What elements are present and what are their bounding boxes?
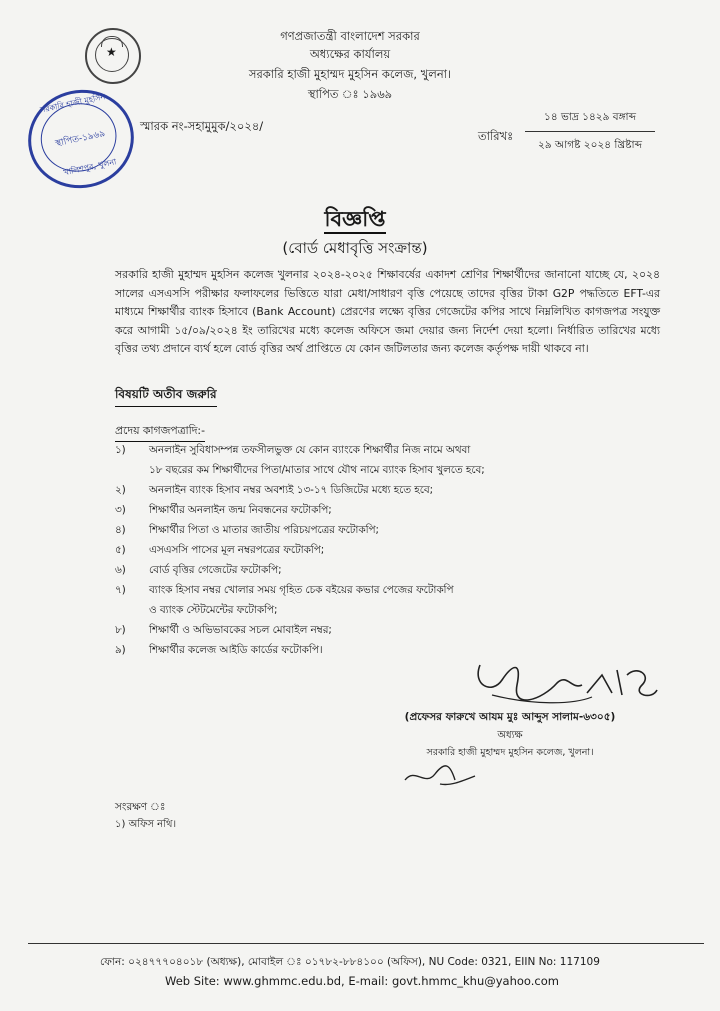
footer-web: Web Site: www.ghmmc.edu.bd, E-mail: govt.hmmc_khu@yahoo.com	[165, 974, 559, 988]
list-item-number: ৬)	[115, 564, 126, 576]
list-item-text: অনলাইন সুবিধাসম্পন্ন তফসীলভুক্ত যে কোন ব্যাংকে শিক্ষার্থীর নিজ নামে অথবা	[149, 444, 471, 456]
list-item-number: ৮)	[115, 624, 126, 636]
list-item	[115, 620, 660, 640]
cc-item: ১) অফিস নথি।	[115, 819, 177, 830]
documents-heading: প্রদেয় কাগজপত্রাদি:-	[115, 422, 205, 442]
list-item-number: ৪)	[115, 524, 126, 536]
notice-body: সরকারি হাজী মুহাম্মদ মুহসিন কলেজ খুলনার ২০২৪-২০২৫ শিক্ষাবর্ষের একাদশ শ্রেণির শিক্ষার্থীদের জানানো যাচ্ছে যে, ২০২৪ সালের এসএসসি পরীক্ষার ফলাফলের ভিত্তিতে যারা মেধা/সাধারণ বৃত্তি পেয়েছে তাদের বৃত্তির টাকা G2P পদ্ধতিতে EFT-এর মাধ্যমে শিক্ষার্থীর ব্যাংক হিসাবে (Bank Account) প্রেরণের লক্ষ্যে বৃত্তির গেজেটের কপির সাথে নিম্নলিখিত কাগজপত্র সংযুক্ত করে আগামী ১৫/০৯/২০২৪ ইং তারিখের মধ্যে কলেজ অফিসে জমা দেয়ার জন্য নির্দেশ দেয়া হলো। নির্ধারিত তারিখের মধ্যে বৃত্তির তথ্য প্রদানে ব্যর্থ হলে বোর্ড বৃত্তির অর্থ প্রাপ্তিতে যে কোন জটিলতার জন্য কলেজ কর্তৃপক্ষ দায়ী থাকবে না।	[115, 268, 660, 355]
header-established: স্থাপিত ঃ ১৯৬৯	[307, 87, 393, 101]
date-label: তারিখঃ	[478, 129, 514, 143]
list-item-number: ৭)	[115, 584, 126, 596]
list-item-text: শিক্ষার্থীর অনলাইন জন্ম নিবন্ধনের ফটোকপি;	[149, 504, 332, 516]
notice-title-text: বিজ্ঞপ্তি	[324, 207, 385, 234]
list-item-continuation: ১৮ বছরের কম শিক্ষার্থীদের পিতা/মাতার সাথে যৌথ নামে ব্যাংক হিসাব খুলতে হবে;	[149, 464, 485, 476]
cc-heading: সংরক্ষণ ঃ	[115, 801, 166, 813]
documents-list	[115, 440, 660, 660]
list-item	[115, 480, 660, 500]
list-item	[115, 500, 660, 520]
initial-signature	[400, 762, 480, 790]
list-item-text: অনলাইন ব্যাংক হিসাব নম্বর অবশ্যই ১৩-১৭ ডিজিটের মধ্যে হতে হবে;	[149, 484, 434, 496]
list-item-number: ১)	[115, 444, 126, 456]
principal-signature	[462, 655, 662, 710]
header-government: গণপ্রজাতন্ত্রী বাংলাদেশ সরকার	[280, 29, 420, 43]
signatory-name: (প্রফেসর ফারুখে আযম মুঃ আব্দুস সালাম-৬৩০৫)	[404, 711, 616, 723]
list-item	[115, 540, 660, 560]
list-item-number: ৫)	[115, 544, 126, 556]
notice-subtitle: (বোর্ড মেধাবৃত্তি সংক্রান্ত)	[282, 239, 428, 257]
date-gregorian: ২৯ আগষ্ট ২০২৪ খ্রিষ্টাব্দ	[538, 139, 642, 151]
list-item	[115, 580, 660, 620]
list-item	[115, 440, 660, 480]
list-item-text: শিক্ষার্থী ও অভিভাবকের সচল মোবাইল নম্বর;	[149, 624, 332, 636]
signatory-designation: অধ্যক্ষ	[497, 730, 523, 741]
footer-divider	[28, 943, 704, 944]
college-logo: ★	[85, 28, 141, 84]
college-seal-stamp	[19, 80, 143, 198]
seal-text-bottom: খালিশপুর, খুলনা	[62, 157, 118, 178]
list-item-text: এসএসসি পাসের মূল নম্বরপত্রের ফটোকপি;	[149, 544, 325, 556]
notice-title	[260, 203, 450, 238]
date-bengali: ১৪ ভাদ্র ১৪২৯ বঙ্গাব্দ	[525, 110, 655, 132]
list-item-text: ব্যাংক হিসাব নম্বর খোলার সময় গৃহিত চেক বইয়ের কভার পেজের ফটোকপি	[149, 584, 454, 596]
list-item-number: ৯)	[115, 644, 126, 656]
footer-contact: ফোন: ০২৪৭৭৭০৪০১৮ (অধ্যক্ষ), মোবাইল ঃ ০১৭৮২-৮৮৪১০০ (অফিস), NU Code: 0321, EIIN No: 117109	[100, 956, 600, 968]
urgent-note: বিষয়টি অতীব জরুরি	[115, 386, 217, 407]
header-office: অধ্যক্ষের কার্যালয়	[309, 47, 391, 61]
list-item-continuation: ও ব্যাংক স্টেটমেন্টের ফটোকপি;	[149, 604, 278, 616]
date-block	[525, 110, 655, 155]
list-item	[115, 520, 660, 540]
memo-reference: স্মারক নং-সহামুমুক/২০২৪/	[140, 119, 264, 133]
seal-text-top: সরকারি হাজী মুহসিন	[39, 92, 106, 115]
list-item-text: বোর্ড বৃত্তির গেজেটের ফটোকপি;	[149, 564, 282, 576]
list-item-number: ৩)	[115, 504, 126, 516]
signatory-college: সরকারি হাজী মুহাম্মদ মুহসিন কলেজ, খুলনা।	[426, 747, 594, 758]
list-item-text: শিক্ষার্থীর পিতা ও মাতার জাতীয় পরিচয়পত্রের ফটোকপি;	[149, 524, 379, 536]
header-college: সরকারি হাজী মুহাম্মদ মুহসিন কলেজ, খুলনা।	[248, 67, 452, 81]
seal-text-mid: স্থাপিত-১৯৬৯	[54, 128, 107, 150]
list-item-number: ২)	[115, 484, 126, 496]
list-item-text: শিক্ষার্থীর কলেজ আইডি কার্ডের ফটোকপি।	[149, 644, 323, 656]
list-item	[115, 560, 660, 580]
